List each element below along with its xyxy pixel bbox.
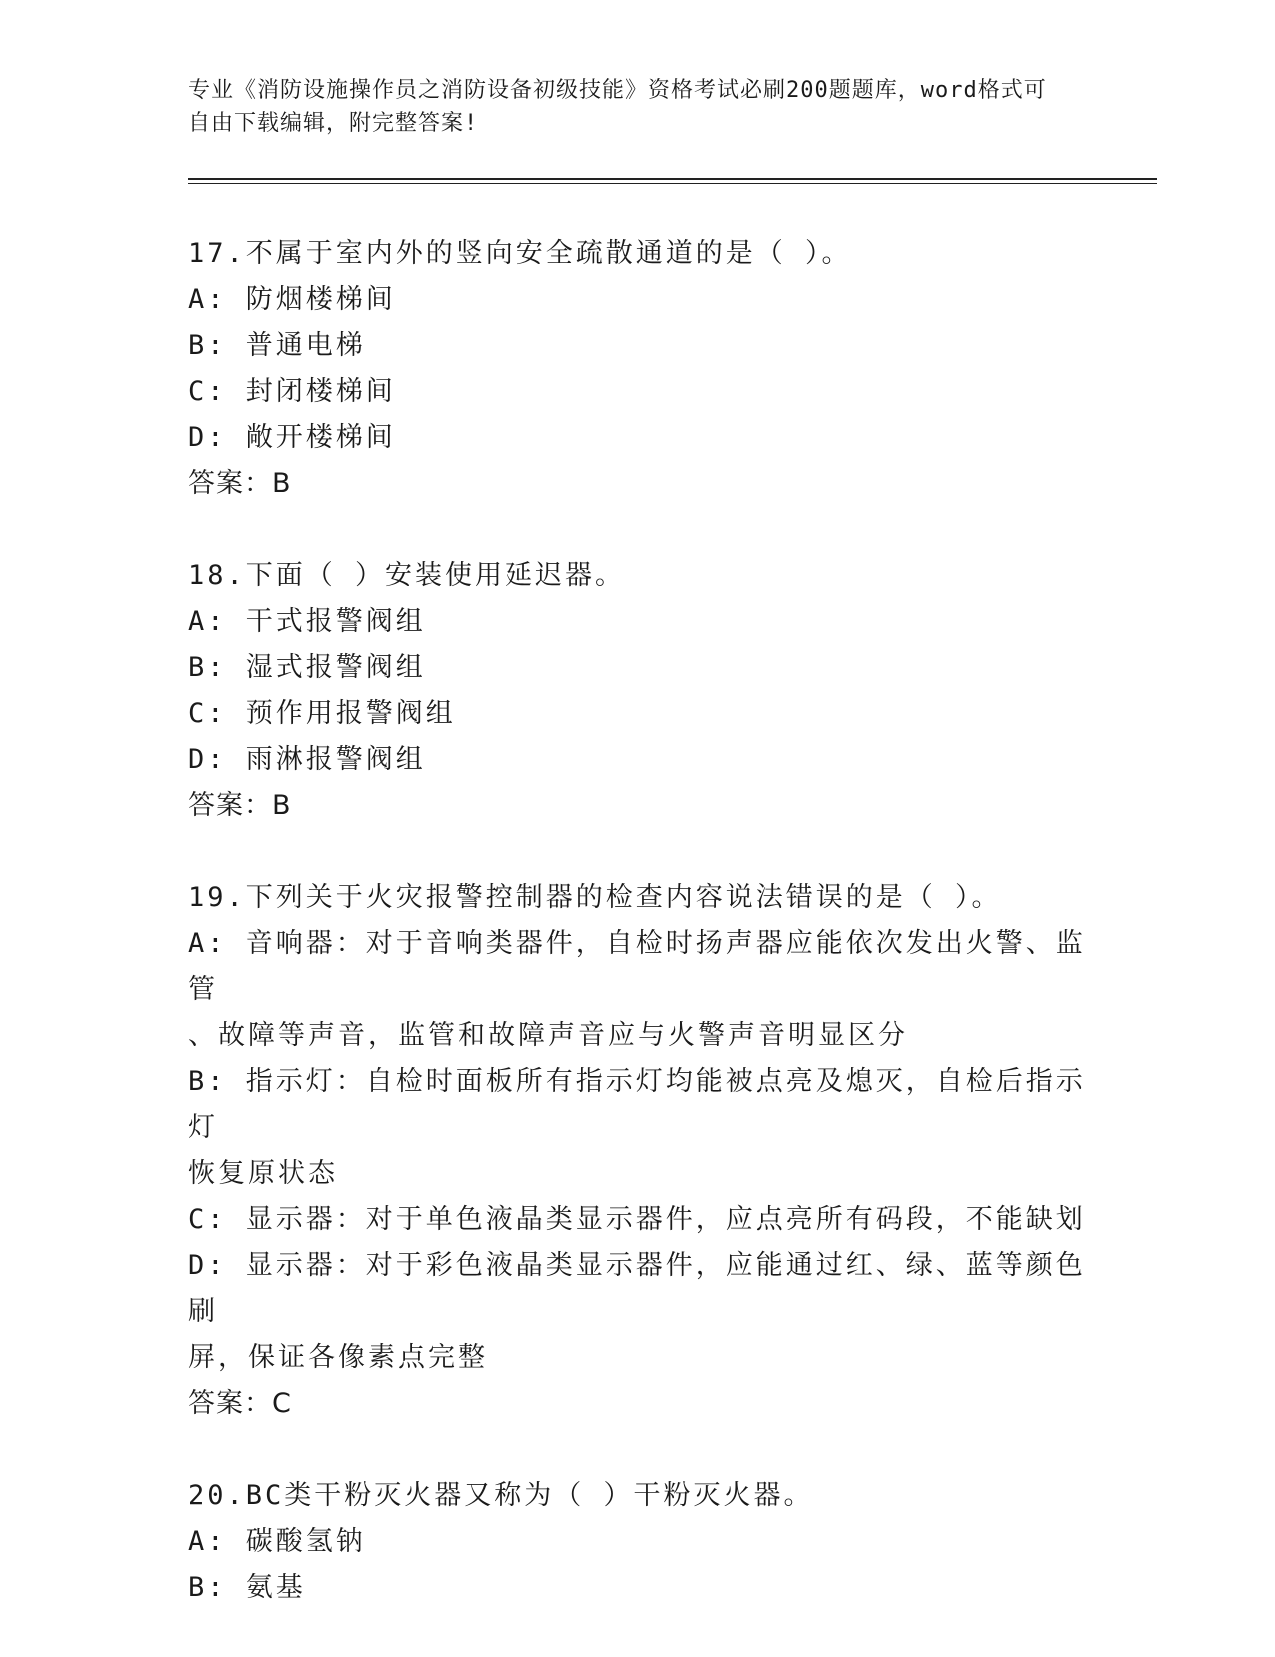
option-b: B: 指示灯：自检时面板所有指示灯均能被点亮及熄灭，自检后指示灯 [188,1066,1086,1143]
question-17 [188,231,1088,507]
option-b: B: 普通电梯 [188,330,366,361]
question-stem: 19.下列关于火灾报警控制器的检查内容说法错误的是（ ）。 [188,882,1002,913]
question-stem: 20.BC类干粉灭火器又称为（ ）干粉灭火器。 [188,1480,814,1511]
option-a: A: 碳酸氢钠 [188,1526,366,1557]
option-d-continued: 屏，保证各像素点完整 [188,1342,488,1373]
question-list [188,231,1088,1657]
option-c: C: 封闭楼梯间 [188,376,396,407]
option-b-continued: 恢复原状态 [188,1158,338,1189]
header-divider-thin [188,183,1157,184]
option-a: A: 防烟楼梯间 [188,284,396,315]
option-d: D: 雨淋报警阀组 [188,744,426,775]
option-a: A: 干式报警阀组 [188,606,426,637]
option-b: B: 湿式报警阀组 [188,652,426,683]
option-d: D: 显示器：对于彩色液晶类显示器件，应能通过红、绿、蓝等颜色刷 [188,1250,1086,1327]
option-b: B: 氨基 [188,1572,306,1603]
option-d: D: 敞开楼梯间 [188,422,396,453]
answer-line: 答案：C [188,1388,292,1419]
option-c: C: 预作用报警阀组 [188,698,456,729]
question-19 [188,875,1088,1427]
question-20 [188,1473,1088,1611]
header-divider-thick [188,178,1157,180]
question-stem: 18.下面（ ）安装使用延迟器。 [188,560,626,591]
question-18 [188,553,1088,829]
option-a-continued: 、故障等声音，监管和故障声音应与火警声音明显区分 [188,1020,908,1051]
option-a: A: 音响器：对于音响类器件，自检时扬声器应能依次发出火警、监管 [188,928,1086,1005]
option-c: C: 显示器：对于单色液晶类显示器件，应点亮所有码段，不能缺划 [188,1204,1086,1235]
answer-line: 答案：B [188,790,292,821]
question-stem: 17.不属于室内外的竖向安全疏散通道的是（ ）。 [188,238,852,269]
document-header: 专业《消防设施操作员之消防设备初级技能》资格考试必刷200题题库，word格式可自由下载编辑，附完整答案! [188,78,1047,136]
answer-line: 答案：B [188,468,292,499]
